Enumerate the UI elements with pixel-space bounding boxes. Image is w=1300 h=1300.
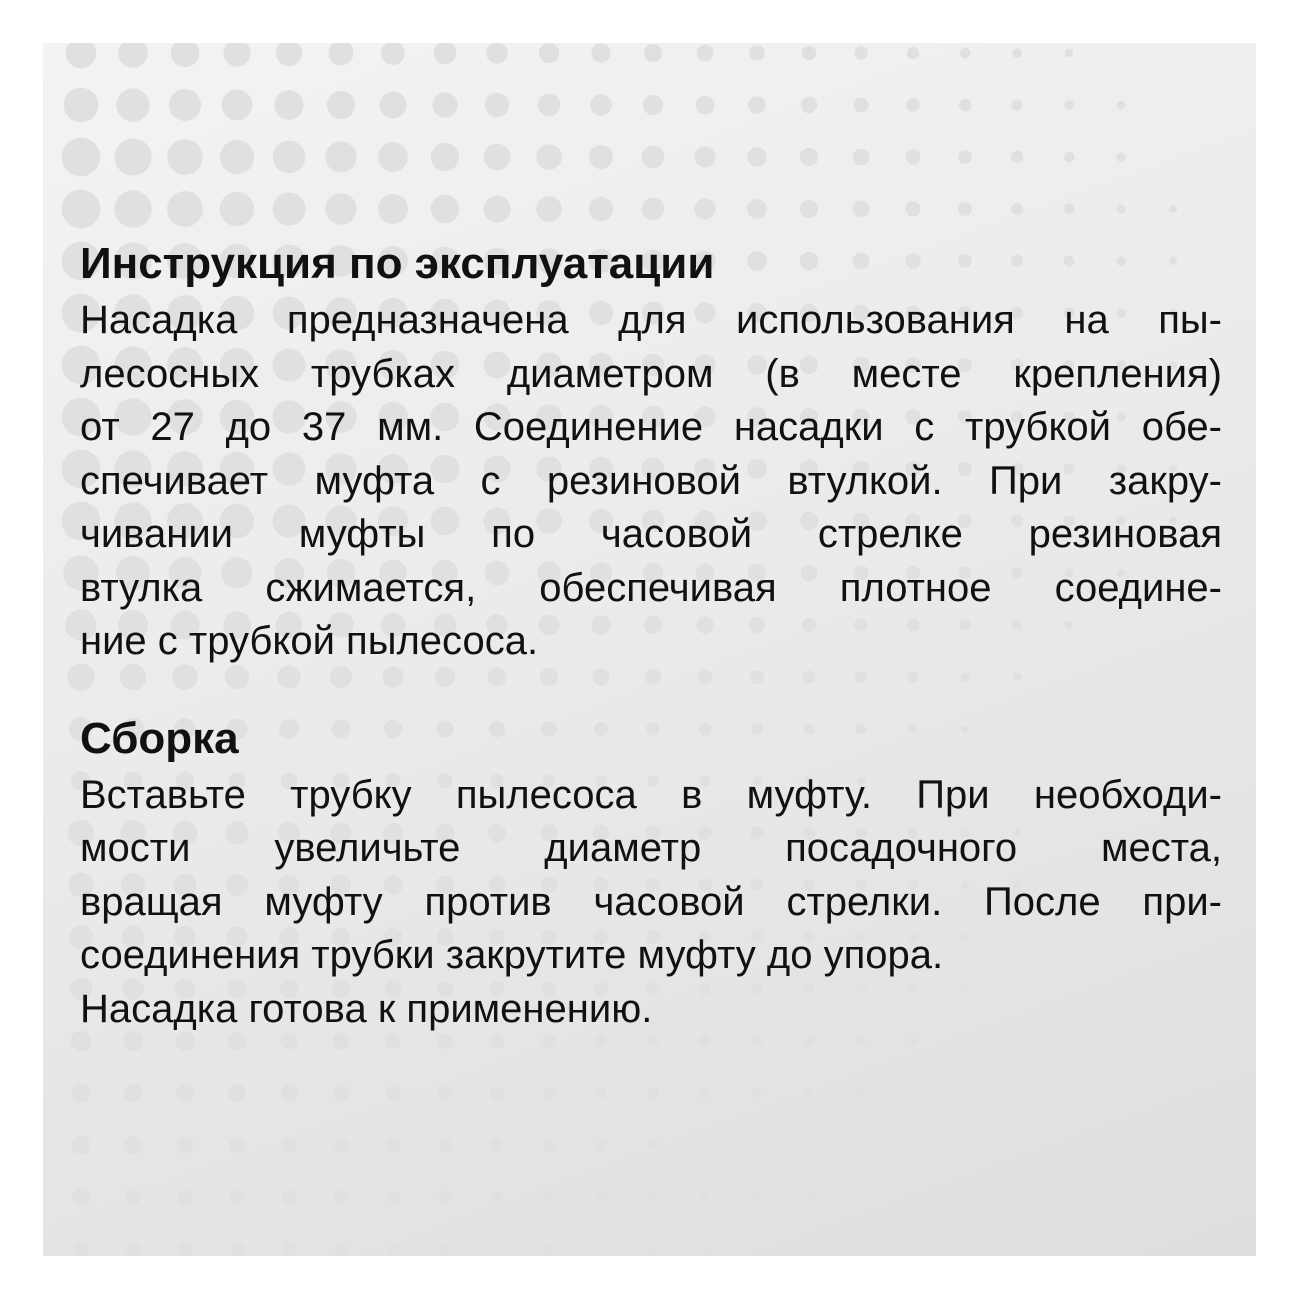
halftone-dot <box>543 1087 556 1100</box>
halftone-dot <box>230 1190 245 1205</box>
halftone-dot <box>589 197 613 221</box>
halftone-dot <box>220 192 254 226</box>
halftone-dot <box>697 45 714 62</box>
halftone-dot <box>543 1139 555 1151</box>
halftone-dot <box>905 149 920 164</box>
halftone-dot <box>222 90 253 121</box>
halftone-dot <box>642 146 665 169</box>
halftone-dot <box>907 47 919 59</box>
text-line: лесосных трубках диаметром (в месте крепления) <box>80 351 1222 396</box>
halftone-dot <box>378 142 408 172</box>
halftone-dot <box>644 44 662 62</box>
section-heading-usage: Инструкция по эксплуатации <box>80 239 715 288</box>
halftone-dot <box>66 43 97 68</box>
text-line: мости увеличьте диаметр посадочного места, <box>80 826 1222 870</box>
halftone-dot <box>595 1139 606 1150</box>
halftone-dot <box>752 1140 761 1149</box>
halftone-dot <box>804 1088 813 1097</box>
halftone-dot <box>273 141 306 174</box>
halftone-dot <box>747 147 767 167</box>
halftone-dot <box>438 1086 452 1100</box>
text-line: Вставьте трубку пылесоса в муфту. При необходи- <box>80 772 1222 817</box>
halftone-dot <box>596 1244 606 1254</box>
text-line: чивании муфты по часовой стрелке резиновая <box>80 512 1222 556</box>
halftone-dot <box>802 46 817 61</box>
halftone-dot <box>747 199 767 219</box>
halftone-dot <box>906 98 920 112</box>
halftone-dot <box>591 43 610 62</box>
halftone-dot <box>223 43 250 67</box>
halftone-dot <box>62 138 101 177</box>
halftone-dot <box>329 43 354 66</box>
halftone-dot <box>543 1191 554 1202</box>
text-line: ние с трубкой пылесоса. <box>80 619 539 663</box>
halftone-dot <box>696 96 715 115</box>
halftone-dot <box>167 191 203 227</box>
halftone-dot <box>126 1242 141 1257</box>
halftone-dot <box>228 1084 245 1101</box>
halftone-dot <box>72 1136 90 1154</box>
halftone-dot <box>539 43 559 63</box>
halftone-dot <box>1012 100 1023 111</box>
halftone-dot <box>327 91 355 119</box>
halftone-dot <box>536 144 561 169</box>
halftone-dot <box>484 144 511 171</box>
halftone-dot <box>1064 100 1074 110</box>
halftone-dot <box>71 1083 91 1103</box>
halftone-dot <box>484 196 511 223</box>
instruction-content <box>80 236 1222 1036</box>
halftone-dot <box>748 96 766 114</box>
halftone-dot <box>700 1140 710 1150</box>
halftone-dot <box>486 43 507 64</box>
section-text-assembly <box>80 769 1222 1037</box>
halftone-dot <box>752 1088 762 1098</box>
halftone-dot <box>325 193 356 224</box>
halftone-dot <box>73 1241 89 1256</box>
text-line: Насадка предназначена для использования на пы- <box>80 298 1222 342</box>
halftone-dot <box>276 43 302 66</box>
text-line: втулка сжимается, обеспечивая плотное соедине- <box>80 565 1222 610</box>
halftone-dot <box>438 1138 451 1151</box>
halftone-dot <box>1012 48 1022 58</box>
halftone-dot <box>699 1035 710 1046</box>
text-line: спечивает муфта с резиновой втулкой. При закру- <box>80 458 1222 503</box>
halftone-dot <box>125 1189 141 1205</box>
halftone-dot <box>749 45 765 61</box>
halftone-dot <box>909 1037 917 1045</box>
halftone-dot <box>380 92 407 119</box>
halftone-dot <box>116 88 149 121</box>
halftone-dot <box>595 1035 608 1048</box>
halftone-dot <box>282 1242 295 1255</box>
halftone-dot <box>378 194 408 224</box>
halftone-dot <box>590 94 612 116</box>
halftone-dot <box>857 1089 866 1098</box>
halftone-dot <box>700 1192 709 1201</box>
halftone-dot <box>542 1034 556 1048</box>
halftone-dot <box>492 1244 503 1255</box>
halftone-dot <box>1011 203 1023 215</box>
halftone-dot <box>958 150 972 164</box>
halftone-dot <box>800 200 818 218</box>
halftone-dot <box>230 1242 244 1256</box>
halftone-dot <box>177 1137 194 1154</box>
halftone-dot <box>381 43 405 65</box>
section-heading-assembly: Сборка <box>80 713 239 763</box>
halftone-dot <box>856 1036 865 1045</box>
halftone-dot <box>335 1243 348 1256</box>
halftone-dot <box>431 143 459 171</box>
halftone-dot <box>647 1087 659 1099</box>
halftone-dot <box>959 99 971 111</box>
halftone-dot <box>387 1243 399 1255</box>
halftone-dot <box>643 95 663 115</box>
halftone-dot <box>178 1242 192 1256</box>
halftone-dot <box>538 94 561 117</box>
halftone-dot <box>960 48 971 59</box>
halftone-dot <box>1011 151 1023 163</box>
halftone-dot <box>274 90 303 119</box>
halftone-dot <box>595 1087 607 1099</box>
halftone-dot <box>648 1192 658 1202</box>
halftone-dot <box>1065 49 1074 58</box>
halftone-dot <box>385 1085 400 1100</box>
halftone-dot <box>220 140 254 174</box>
text-line: от 27 до 37 мм. Соединение насадки с трубкой обе- <box>80 405 1222 449</box>
halftone-dot <box>596 1192 607 1203</box>
halftone-dot <box>169 89 201 121</box>
halftone-dot <box>536 196 562 222</box>
halftone-dot <box>1117 101 1125 109</box>
halftone-dot <box>905 201 920 216</box>
halftone-dot <box>647 1035 659 1047</box>
halftone-dot <box>124 1084 143 1103</box>
halftone-dot <box>854 46 867 59</box>
halftone-dot <box>853 201 870 218</box>
halftone-dot <box>589 145 613 169</box>
halftone-dot <box>273 193 306 226</box>
text-line: соединения трубки закрутите муфту до упора. <box>80 933 944 977</box>
halftone-dot <box>171 43 199 67</box>
halftone-dot <box>485 93 509 117</box>
halftone-dot <box>701 1245 710 1254</box>
halftone-dot <box>854 98 869 113</box>
halftone-dot <box>1064 152 1075 163</box>
halftone-dot <box>386 1190 399 1203</box>
halftone-dot <box>642 198 665 221</box>
halftone-dot <box>334 1138 349 1153</box>
section-text-usage <box>80 294 1222 669</box>
halftone-dot <box>432 92 457 117</box>
halftone-dot <box>167 139 203 175</box>
halftone-dot <box>434 43 457 64</box>
halftone-dot <box>801 97 817 113</box>
halftone-dot <box>118 43 148 68</box>
halftone-dot <box>439 1243 451 1255</box>
halftone-dot <box>229 1137 245 1153</box>
halftone-dot <box>114 190 151 227</box>
halftone-dot <box>694 198 715 219</box>
halftone-dot <box>853 149 870 166</box>
halftone-dot <box>333 1085 349 1101</box>
halftone-dot <box>800 148 818 166</box>
halftone-dot <box>115 139 152 176</box>
halftone-dot <box>491 1191 503 1203</box>
halftone-dot <box>695 147 716 168</box>
halftone-dot <box>64 88 99 123</box>
halftone-dot <box>176 1084 194 1102</box>
halftone-dot <box>325 141 356 172</box>
halftone-dot <box>177 1189 193 1205</box>
halftone-dot <box>334 1190 348 1204</box>
halftone-dot <box>62 190 101 229</box>
halftone-dot <box>805 1141 814 1150</box>
halftone-dot <box>281 1137 297 1153</box>
halftone-dot <box>431 195 460 224</box>
halftone-dot <box>124 1136 142 1154</box>
halftone-dot <box>491 1139 504 1152</box>
halftone-dot <box>805 1193 813 1201</box>
halftone-dot <box>544 1244 554 1254</box>
halftone-dot <box>282 1190 296 1204</box>
halftone-dot <box>753 1193 762 1202</box>
text-line: вращая муфту против часовой стрелки. После при- <box>80 879 1222 924</box>
halftone-dot <box>490 1086 504 1100</box>
halftone-dot <box>73 1189 90 1206</box>
halftone-dot <box>1169 205 1177 213</box>
text-line: Насадка готова к применению. <box>80 986 653 1031</box>
halftone-dot <box>700 1088 711 1099</box>
halftone-dot <box>439 1191 451 1203</box>
halftone-dot <box>1116 152 1125 161</box>
halftone-dot <box>958 202 972 216</box>
halftone-dot <box>1064 204 1075 215</box>
halftone-dot <box>648 1140 659 1151</box>
halftone-dot <box>386 1138 400 1152</box>
halftone-dot <box>752 1036 763 1047</box>
halftone-dot <box>648 1244 657 1253</box>
halftone-dot <box>1116 204 1126 214</box>
instruction-card <box>43 43 1256 1256</box>
halftone-dot <box>281 1085 298 1102</box>
halftone-dot <box>804 1036 814 1046</box>
